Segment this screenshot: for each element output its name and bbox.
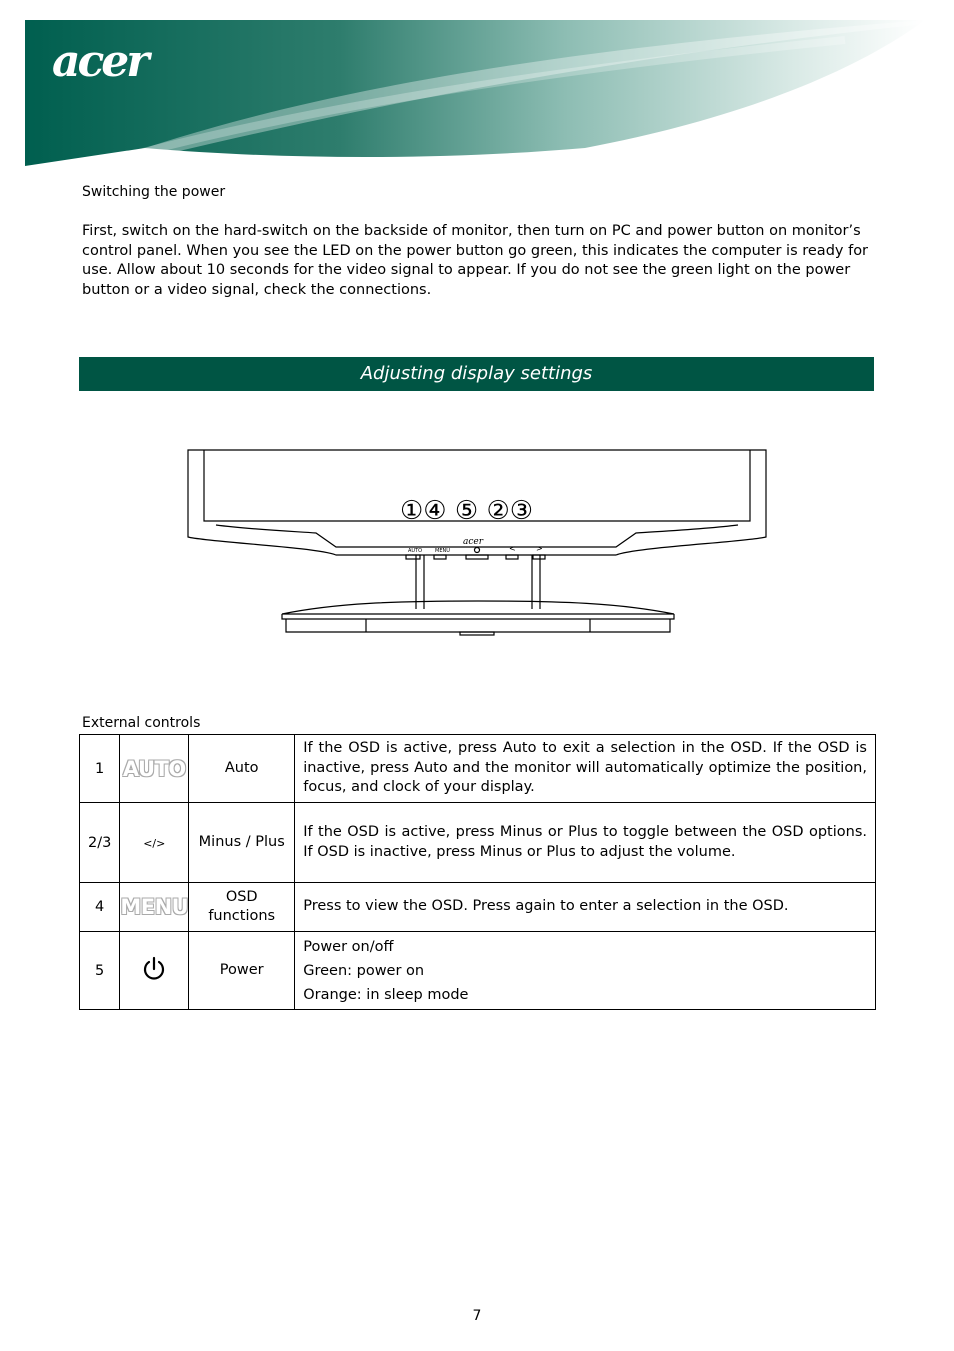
desc-line: Power on/off (303, 938, 394, 955)
row-number: 2/3 (80, 803, 120, 883)
header-banner (25, 20, 925, 168)
section-title: Adjusting display settings (360, 363, 593, 384)
acer-logo: acer (52, 36, 147, 87)
table-row (80, 735, 876, 803)
section-title-bar (79, 357, 874, 391)
external-controls-heading: External controls (82, 715, 201, 731)
menu-icon-label: MENU (120, 895, 189, 919)
switching-power-heading: Switching the power (82, 184, 226, 200)
function-name: Minus / Plus (189, 803, 295, 883)
menu-icon (120, 883, 189, 932)
bezel-logo: acer (463, 537, 484, 547)
table-row (80, 803, 876, 883)
desc-line: Orange: in sleep mode (303, 986, 469, 1003)
function-name-line: functions (208, 908, 276, 924)
function-description: If the OSD is active, press Minus or Plus to toggle between the OSD options. If OSD is inactive, press Minus or Plus to adjust the volume. (295, 803, 876, 883)
bezel-power-led (475, 548, 480, 553)
bezel-label-minus: < (509, 544, 516, 553)
table-row (80, 932, 876, 1010)
function-name: Auto (189, 735, 295, 803)
minus-plus-icon-label: </> (143, 836, 166, 850)
function-description (295, 932, 876, 1010)
function-description: If the OSD is active, press Auto to exit a selection in the OSD. If the OSD is inactive, press Auto and the monitor will automatically optimize the position, focus, and clock of your display. (295, 735, 876, 803)
page-number: 7 (472, 1308, 482, 1324)
external-controls-table (79, 734, 876, 1010)
function-name (189, 883, 295, 932)
button-callouts: ①④ ⑤ ②③ (400, 496, 534, 526)
desc-line: Green: power on (303, 962, 425, 979)
row-number: 4 (80, 883, 120, 932)
auto-icon (120, 735, 189, 803)
bezel-label-menu: MENU (435, 548, 450, 554)
function-name: Power (189, 932, 295, 1010)
power-icon (120, 932, 189, 1010)
bezel-label-plus: > (536, 544, 543, 553)
header-swoosh-graphic (25, 20, 925, 168)
function-description: Press to view the OSD. Press again to enter a selection in the OSD. (295, 883, 876, 932)
switching-power-paragraph: First, switch on the hard-switch on the backside of monitor, then turn on PC and power button on monitor’s control panel. When you see the LED on the power button go green, this indicates the computer is ready for use. Allow about 10 seconds for the video signal to appear. If you do not see the green light on the power button or a video signal, check the connections. (82, 223, 869, 298)
row-number: 1 (80, 735, 120, 803)
minus-plus-icon (120, 803, 189, 883)
function-name-line: OSD (225, 889, 258, 905)
table-row (80, 883, 876, 932)
monitor-front-illustration (186, 447, 768, 643)
auto-icon-label: AUTO (122, 756, 186, 781)
row-number: 5 (80, 932, 120, 1010)
bezel-label-auto: AUTO (408, 548, 423, 554)
